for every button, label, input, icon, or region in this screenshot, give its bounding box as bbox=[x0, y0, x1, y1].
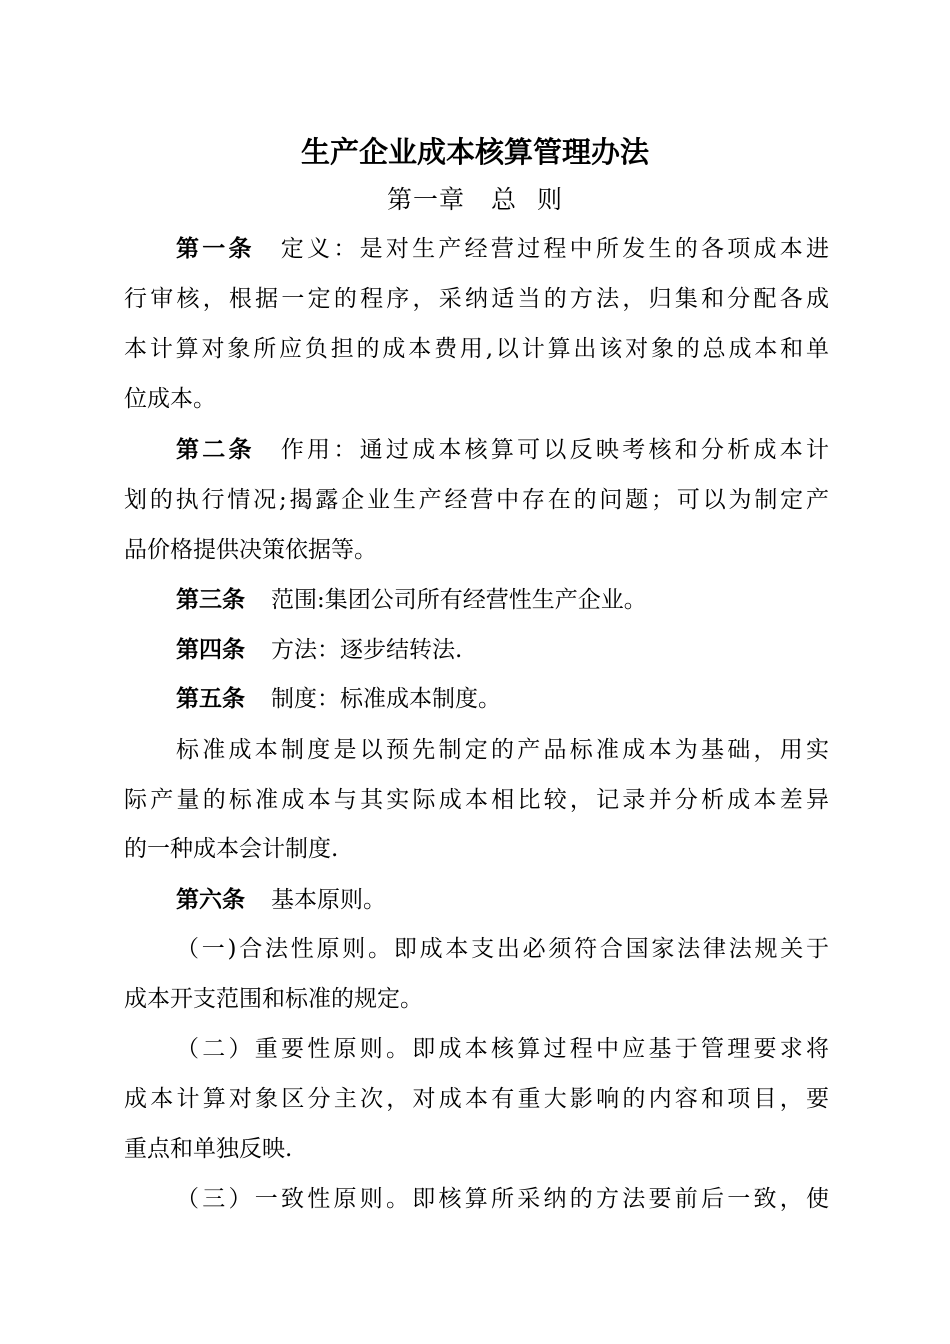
standard-cost-para-line-2: 际产量的标准成本与其实际成本相比较，记录并分析成本差异 bbox=[124, 787, 829, 813]
article-1-text: 定义：是对生产经营过程中所发生的各项成本进 bbox=[280, 236, 830, 262]
article-2-text: 作用：通过成本核算可以反映考核和分析成本计 bbox=[280, 437, 830, 463]
principle-1-line-1: （一)合法性原则。即成本支出必须符合国家法律法规关于 bbox=[176, 936, 829, 962]
chapter-title-char-1: 总 bbox=[490, 185, 517, 214]
principle-3-line-1: （三）一致性原则。即核算所采纳的方法要前后一致，使 bbox=[176, 1186, 829, 1212]
chapter-label: 第一章 bbox=[386, 185, 465, 214]
article-2-line-2: 划的执行情况;揭露企业生产经营中存在的问题；可以为制定产 bbox=[124, 487, 829, 513]
principle-2-line-3: 重点和单独反映. bbox=[124, 1136, 293, 1162]
article-3-label: 第三条 bbox=[176, 587, 245, 613]
principle-2-line-2: 成本计算对象区分主次，对成本有重大影响的内容和项目，要 bbox=[124, 1086, 829, 1112]
article-6-label: 第六条 bbox=[176, 887, 245, 913]
article-4-line-1 bbox=[176, 633, 829, 667]
standard-cost-para-line-1: 标准成本制度是以预先制定的产品标准成本为基础，用实 bbox=[176, 737, 829, 763]
article-1-line-3: 本计算对象所应负担的成本费用,以计算出该对象的总成本和单 bbox=[124, 336, 829, 362]
article-6-line-1 bbox=[176, 883, 829, 917]
article-5-line-1 bbox=[176, 682, 829, 716]
article-4-text: 方法：逐步结转法. bbox=[271, 637, 463, 663]
article-6-text: 基本原则。 bbox=[271, 887, 386, 913]
article-1-line-2: 行审核，根据一定的程序，采纳适当的方法，归集和分配各成 bbox=[124, 286, 829, 312]
document-title: 生产企业成本核算管理办法 bbox=[300, 135, 649, 169]
article-4-label: 第四条 bbox=[176, 637, 245, 663]
principle-2-line-1: （二）重要性原则。即成本核算过程中应基于管理要求将 bbox=[176, 1036, 829, 1062]
chapter-title-char-2: 则 bbox=[537, 185, 564, 214]
standard-cost-para-line-3: 的一种成本会计制度. bbox=[124, 836, 339, 862]
principle-1-line-2: 成本开支范围和标准的规定。 bbox=[124, 986, 423, 1012]
article-2-line-1 bbox=[176, 433, 829, 467]
article-1-line-4: 位成本。 bbox=[124, 386, 216, 412]
article-2-label: 第二条 bbox=[176, 437, 255, 463]
chapter-heading bbox=[0, 182, 950, 218]
article-5-label: 第五条 bbox=[176, 686, 245, 712]
article-1-label: 第一条 bbox=[176, 236, 255, 262]
article-3-line-1 bbox=[176, 583, 829, 617]
article-5-text: 制度：标准成本制度。 bbox=[271, 686, 501, 712]
article-2-line-3: 品价格提供决策依据等。 bbox=[124, 537, 377, 563]
article-3-text: 范围:集团公司所有经营性生产企业。 bbox=[271, 587, 647, 613]
article-1-line-1 bbox=[176, 232, 829, 266]
